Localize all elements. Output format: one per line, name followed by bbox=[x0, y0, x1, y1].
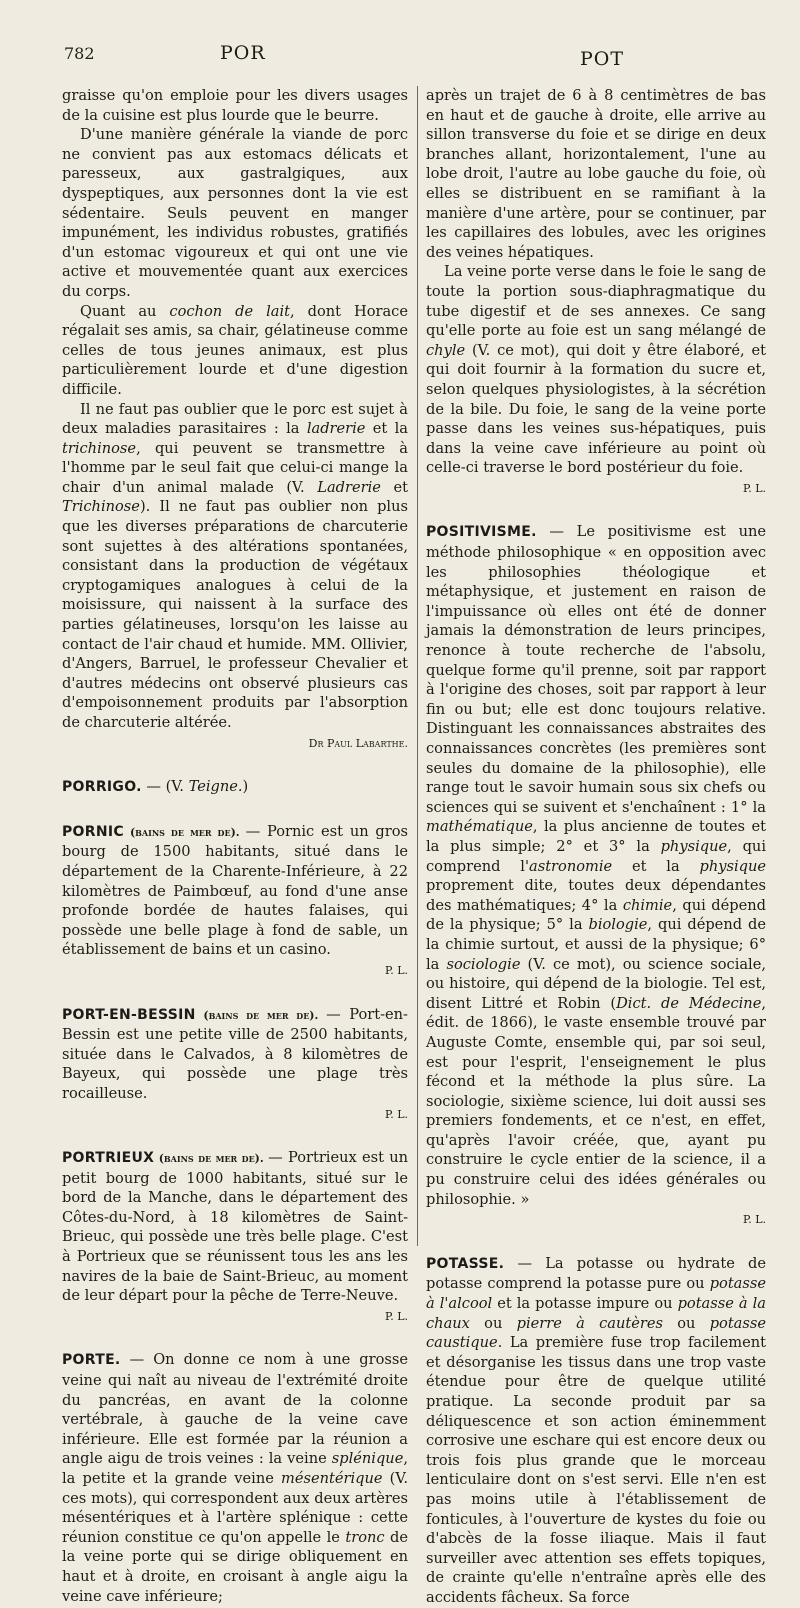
headword: PORRIGO. bbox=[62, 779, 142, 796]
left-column bbox=[62, 86, 408, 1606]
running-head-left: POR bbox=[220, 42, 266, 64]
right-column bbox=[426, 86, 766, 1608]
entry-port-en-bessin: PORT-EN-BESSIN (bains de mer de). — Port-en-Bessin est une petite ville de 2500 habitants, située dans le Calvados, à 8 kilomètres de Bayeux, qui possède une plage très rocailleuse. bbox=[62, 1005, 408, 1102]
running-head-right: POT bbox=[580, 48, 625, 70]
paragraph: Quant au cochon de lait, dont Horace régalait ses amis, sa chair, gélatineuse comme celles de tous jeunes animaux, est plus particulièrement lourde et d'une digestion difficile. bbox=[62, 302, 408, 398]
paragraph: Il ne faut pas oublier que le porc est sujet à deux maladies parasitaires : la ladrerie et la trichinose, qui peuvent se transmettre à l'homme par le seul fait que celui-ci mange la chair d'un animal malade (V. Ladrerie et Trichinose). Il ne faut pas oublier non plus que les diverses préparations de charcuterie sont sujettes à des altérations spontanées, consistant dans la production de végétaux cryptogamiques analogues à celui de la moisissure, qui naissent à la surface des parties gélatineuses, lorsqu'on les laisse au contact de l'air chaud et humide. MM. Ollivier, d'Angers, Barruel, le professeur Chevalier et d'autres médecins ont observé plusieurs cas d'empoisonnement produits par l'absorption de charcuterie altérée. bbox=[62, 400, 408, 731]
entry-porte: PORTE. — On donne ce nom à une grosse veine qui naît au niveau de l'extrémité droite du pancréas, en avant de la colonne vertébrale, à gauche de la veine cave inférieure. Elle est formée par la réunion a angle aigu de trois veines : la veine splénique, la petite et la grande veine mésentérique (V. ces mots), qui correspondent aux deux artères mésentériques et à l'artère splénique : cette réunion constitue ce qu'on appelle le tronc de la veine porte qui se dirige obliquement en haut et à droite, en croisant à angle aigu la veine cave inférieure; bbox=[62, 1351, 409, 1605]
page-header bbox=[60, 40, 760, 70]
page-number: 782 bbox=[64, 44, 95, 63]
column-divider bbox=[417, 86, 418, 1246]
headword: POSITIVISME. bbox=[426, 524, 537, 541]
author-initials: P. L. bbox=[743, 481, 766, 495]
author-initials: P. L. bbox=[385, 1309, 408, 1323]
entry-pornic: PORNIC (bains de mer de). — Pornic est un gros bourg de 1500 habitants, situé dans le département de la Charente-Inférieure, à 22 kilomètres de Paimbœuf, au fond d'une anse profonde bordée de hautes falaises, qui possède une belle plage à fond de sable, un établissement de bains et un casino. bbox=[62, 822, 409, 959]
headword: POTASSE. bbox=[426, 1255, 505, 1272]
headword: PORT-EN-BESSIN bbox=[62, 1006, 196, 1023]
paragraph: D'une manière générale la viande de porc ne convient pas aux estomacs délicats et paresseux, aux gastralgiques, aux dyspeptiques, aux personnes dont la vie est sédentaire. Seuls peuvent en manger impunément, les individus robustes, gratifiés d'un estomac vigoureux et qui ont une vie active et mouvementée quant aux exercices du corps. bbox=[62, 126, 408, 300]
headword: PORTE. bbox=[62, 1352, 121, 1369]
entry-porrigo: PORRIGO. — (V. Teigne.) bbox=[62, 778, 249, 796]
paragraph: après un trajet de 6 à 8 centimètres de bas en haut et de gauche à droite, elle arrive au sillon transverse du foie et se dirige en deux branches allant, horizontalement, l'une au lobe droit, l'autre au lobe gauche du foie, où elles se distribuent en se ramifiant à la manière d'une artère, pour se continuer, par les capillaires des lobules, avec les origines des veines hépatiques. bbox=[426, 87, 766, 261]
entry-potasse: POTASSE. — La potasse ou hydrate de potasse comprend la potasse pure ou potasse à l'alcool et la potasse impure ou potasse à la chaux ou pierre à cautères ou potasse caustique. La première fuse trop facilement et désorganise les tissus dans une trop vaste étendue pour être de quelque utilité pratique. La seconde produit par sa déliquescence et son action éminemment corrosive une eschare qui est encore deux ou trois fois plus grande que le morceau lenticulaire dont on s'est servi. Elle n'en est pas moins utile à l'établissement de fonticules, à l'ouverture de kystes du foie ou d'abcès de la fosse iliaque. Mais il faut surveiller avec attention ses effets topiques, de crainte qu'elle n'entraîne après elle des accidents fâcheux. Sa force bbox=[426, 1254, 766, 1606]
author-initials: P. L. bbox=[743, 1213, 766, 1227]
headword: PORNIC bbox=[62, 823, 124, 840]
headword: PORTRIEUX bbox=[62, 1150, 155, 1167]
author-initials: P. L. bbox=[385, 1107, 408, 1121]
entry-portrieux: PORTRIEUX (bains de mer de). — Portrieux est un petit bourg de 1000 habitants, situé sur le bord de la Manche, dans le département des Côtes-du-Nord, à 18 kilomètres de Saint-Brieuc, qui possède une très belle plage. C'est à Portrieux que se réunissent tous les ans les navires de la baie de Saint-Brieuc, au moment de leur départ pour la pêche de Terre-Neuve. bbox=[62, 1149, 408, 1305]
author-initials: P. L. bbox=[385, 963, 408, 977]
author-signature: Dr Paul Labarthe. bbox=[308, 736, 408, 750]
paragraph: graisse qu'on emploie pour les divers usages de la cuisine est plus lourde que le beurre. bbox=[62, 87, 408, 124]
paragraph: La veine porte verse dans le foie le sang de toute la portion sous-diaphragmatique du tube digestif et de ses annexes. Ce sang qu'elle porte au foie est un sang mélangé de chyle (V. ce mot), qui doit y être élaboré, et qui doit fournir à la formation du sucre et, selon quelques physiologistes, à la sécrétion de la bile. Du foie, le sang de la veine porte passe dans les veines sus-hépatiques, puis dans la veine cave inférieure au point où celle-ci traverse le bord postérieur du foie. bbox=[426, 263, 766, 477]
entry-positivisme: POSITIVISME. — Le positivisme est une méthode philosophique « en opposition avec les philosophies théologique et métaphysique, et justement en raison de l'impuissance où elles ont été de donner jamais la démonstration de leurs principes, renonce à toute recherche de l'absolu, quelque forme qu'il prenne, soit par rapport à l'origine des choses, soit par rapport à leur fin ou but; elle est donc toujours relative. Distinguant les connaissances abstraites des connaissances concrètes (les premières sont seules du domaine de la philosophie), elle range tout le savoir humain sous six chefs ou sciences qui se suivent et s'enchaînent : 1° la mathématique, la plus ancienne de toutes et la plus simple; 2° et 3° la physique, qui comprend l'astronomie et la physique proprement dite, toutes deux dépendantes des mathématiques; 4° la chimie, qui dépend de la physique; 5° la biologie, qui dépend de la chimie surtout, et aussi de la physique; 6° la sociologie (V. ce mot), ou science sociale, ou histoire, qui dépend de la biologie. Tel est, disent Littré et Robin (Dict. de Médecine, édit. de 1866), le vaste ensemble trouvé par Auguste Comte, ensemble qui, par soi seul, est pour l'esprit, l'enseignement le plus fécond et la méthode la plus sûre. La sociologie, sixième science, lui doit aussi ses premiers fondements, et ce n'est, en effet, qu'après l'avoir créée, que, ayant pu construire le cycle entier de la science, il a pu construire celui des idées générales ou philosophie. » bbox=[426, 523, 767, 1208]
